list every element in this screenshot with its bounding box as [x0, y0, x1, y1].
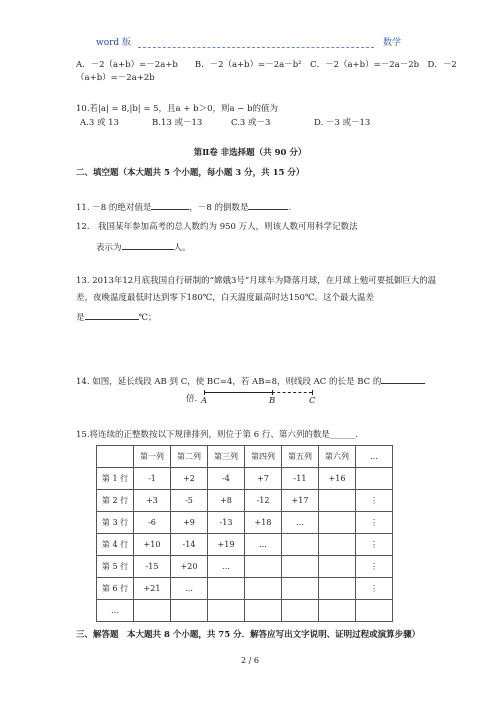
header-cell: 第六列 — [319, 446, 356, 468]
table-row — [97, 600, 393, 622]
table-cell: +10 — [134, 534, 171, 556]
row-header: … — [97, 600, 134, 622]
table-cell: -1 — [134, 468, 171, 490]
table-cell — [208, 578, 245, 600]
table-cell: -4 — [208, 468, 245, 490]
q11-text-a: 11. －8 的绝对值是 — [76, 203, 152, 213]
table-row — [97, 490, 393, 512]
table-cell: -11 — [282, 468, 319, 490]
q13-text-b: ℃； — [138, 313, 157, 323]
q14-line1 — [76, 374, 425, 388]
table-cell: … — [245, 534, 282, 556]
table-cell — [208, 600, 245, 622]
table-cell — [356, 600, 393, 622]
table-cell: +16 — [319, 468, 356, 490]
page-number: 2 / 6 — [241, 656, 259, 665]
row-header: 第 4 行 — [97, 534, 134, 556]
table-cell — [245, 556, 282, 578]
table-cell: +20 — [171, 556, 208, 578]
q13-blank[interactable] — [85, 310, 139, 320]
q12-line1: 12. 我国某年参加高考的总人数约为 950 万人，则该人数可用科学记数法 — [76, 222, 358, 232]
q11-text-b: ，－8 的倒数是 — [189, 203, 249, 213]
section3-title: 三、解答题 本大题共 8 个小题，共 75 分．解答应写出文字说明、证明过程或演算步骤） — [76, 630, 421, 640]
header-left: word 版 — [96, 38, 132, 48]
point-c-tick — [312, 390, 313, 395]
q15-stem: 15.将连续的正整数按以下规律排列，则位于第 6 行、第六列的数是______. — [76, 430, 359, 440]
q12-text-a: 表示为 — [96, 243, 122, 253]
table-cell: -12 — [245, 490, 282, 512]
row-header: 第 2 行 — [97, 490, 134, 512]
table-cell: +2 — [171, 468, 208, 490]
header-cell: 第三列 — [208, 446, 245, 468]
header-right: 数学 — [383, 38, 402, 48]
q13-line1: 13. 2013年12月底我国自行研制的“嫦娥3号”月球车为降落月球，在月球上勉可要抵御巨大的温 — [76, 276, 437, 286]
q13-line2: 差，夜晚温度最低时达到零下180℃，白天温度最高时达150℃。这个最大温差 — [76, 293, 374, 303]
table-cell: +8 — [208, 490, 245, 512]
header-cell — [97, 446, 134, 468]
q14-line2: 倍. — [186, 394, 198, 404]
table-cell: -15 — [134, 556, 171, 578]
part2-title: 第Ⅱ卷 非选择题（共 90 分） — [193, 148, 307, 158]
table-cell: … — [282, 512, 319, 534]
q12-text-b: 人。 — [173, 243, 191, 253]
table-cell: … — [171, 578, 208, 600]
q11 — [76, 200, 291, 214]
q13-text-a: 是 — [76, 313, 85, 323]
q11-blank-2[interactable] — [248, 200, 288, 210]
table-cell — [134, 600, 171, 622]
row-header: 第 6 行 — [97, 578, 134, 600]
row-header: 第 1 行 — [97, 468, 134, 490]
q12-blank[interactable] — [122, 240, 174, 250]
header-cell: 第一列 — [134, 446, 171, 468]
table-row — [97, 556, 393, 578]
q10-stem: 10.若|a| = 8,|b| = 5，且a + b＞0，则a − b的值为 — [76, 104, 279, 114]
table-cell — [282, 578, 319, 600]
q14-blank[interactable] — [381, 374, 425, 384]
q13-line3 — [76, 310, 157, 324]
table-row — [97, 534, 393, 556]
table-cell: -14 — [171, 534, 208, 556]
table-row — [97, 578, 393, 600]
table-cell — [245, 578, 282, 600]
table-cell: +18 — [245, 512, 282, 534]
point-b-tick — [272, 390, 273, 395]
table-cell — [282, 600, 319, 622]
table-cell: -5 — [171, 490, 208, 512]
header-cell: 第五列 — [282, 446, 319, 468]
q11-text-c: . — [288, 203, 292, 213]
q9-options-line1: A．－2（a+b）=－2a+b B．－2（a+b）=－2a－b² C．－2（a+b）=－2a－2b D．－2 — [76, 60, 457, 70]
table-cell: ⋮ — [356, 556, 393, 578]
q9-options-line2: （a+b）=－2a+2b — [76, 73, 155, 83]
q14-text: 14. 如图，延长线段 AB 到 C，使 BC=4，若 AB=8，则线段 AC 的长是 BC 的 — [76, 377, 382, 387]
point-a-tick — [204, 390, 205, 395]
table-header-row — [97, 446, 393, 468]
section2-title: 二、填空题（本大题共 5 个小题，每小题 3 分，共 15 分） — [76, 168, 305, 178]
table-cell: +7 — [245, 468, 282, 490]
table-row — [97, 512, 393, 534]
row-header: 第 3 行 — [97, 512, 134, 534]
table-cell — [319, 578, 356, 600]
table-cell: ⋮ — [356, 534, 393, 556]
table-cell: -13 — [208, 512, 245, 534]
table-cell: -6 — [134, 512, 171, 534]
label-b: B — [269, 396, 276, 406]
table-cell: ⋮ — [356, 490, 393, 512]
q10-option-d: D. －3 或－13 — [314, 118, 371, 128]
table-cell — [319, 556, 356, 578]
q10-option-c: C.3 或－3 — [231, 118, 271, 128]
segment-bc — [272, 392, 312, 393]
header-cell: … — [356, 446, 393, 468]
segment-ab — [204, 392, 272, 393]
header-cell: 第四列 — [245, 446, 282, 468]
label-c: C — [309, 396, 316, 406]
table-cell: ⋮ — [356, 578, 393, 600]
table-cell: … — [208, 556, 245, 578]
header-cell: 第二列 — [171, 446, 208, 468]
table-cell — [356, 468, 393, 490]
table-cell: +19 — [208, 534, 245, 556]
label-a: A — [201, 396, 208, 406]
table-cell: ⋮ — [356, 512, 393, 534]
table-cell — [171, 600, 208, 622]
table-row — [97, 468, 393, 490]
table-cell — [319, 490, 356, 512]
table-cell — [245, 600, 282, 622]
table-cell — [319, 534, 356, 556]
table-cell: +17 — [282, 490, 319, 512]
table-cell: +3 — [134, 490, 171, 512]
q12-line2 — [96, 240, 191, 254]
table-cell — [282, 556, 319, 578]
number-pattern-table — [96, 445, 393, 622]
table-cell — [282, 534, 319, 556]
q10-option-b: B.13 或－13 — [152, 118, 203, 128]
header-dashed-rule — [138, 47, 374, 48]
table-cell — [319, 600, 356, 622]
q10-option-a: A.3 或 13 — [80, 118, 119, 128]
row-header: 第 5 行 — [97, 556, 134, 578]
table-cell — [319, 512, 356, 534]
table-cell: +21 — [134, 578, 171, 600]
q11-blank-1[interactable] — [151, 200, 189, 210]
table-cell: +9 — [171, 512, 208, 534]
